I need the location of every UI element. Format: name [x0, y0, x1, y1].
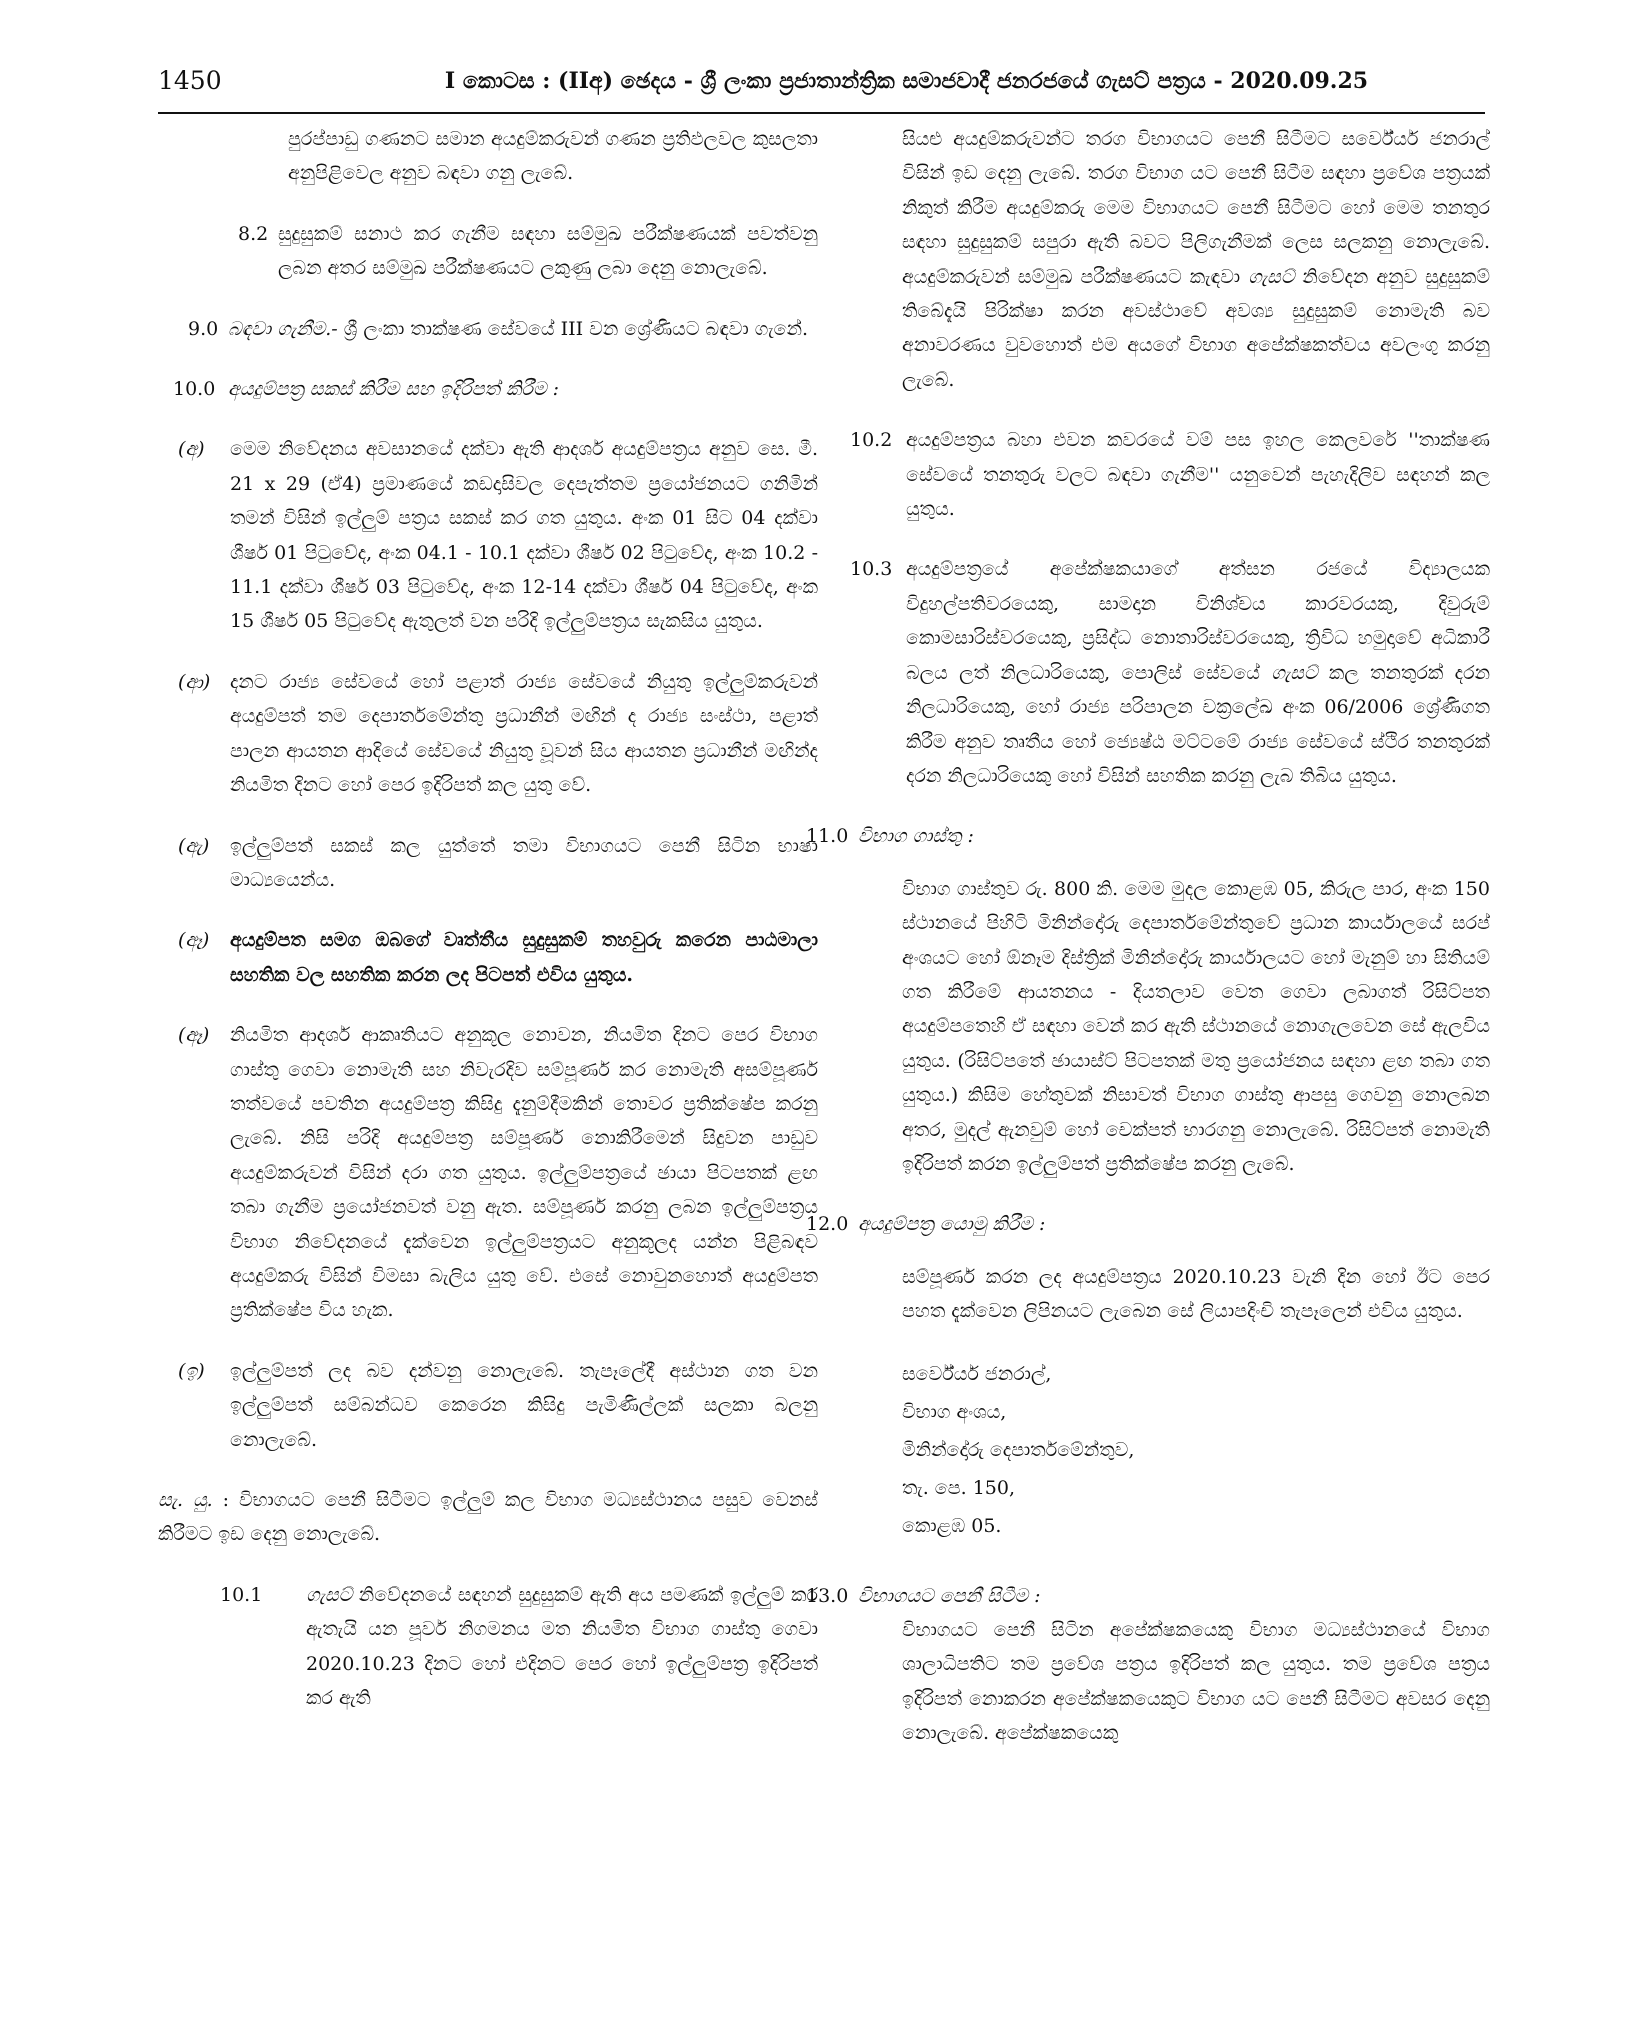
section-heading: විභාග ගාස්තු : [858, 825, 974, 848]
subsection-text: ඉල්ලුම්පත් සකස් කල යුත්තේ තමා විභාගයට පෙනී සිටින භාෂා මාධ්‍යයෙන්ය. [230, 834, 818, 891]
section-number: 10.1 [220, 1583, 263, 1606]
section-11-0 [806, 819, 1490, 1181]
section-number: 10.0 [173, 378, 216, 401]
gazette-word: ගැසට් [1271, 661, 1318, 684]
subsection-text: ඉල්ලුම්පත් ලද බව දන්වනු නොලැබේ. තැපෑලේදී අස්ථාන ගත වන ඉල්ලුම්පත් සම්බන්ධව කෙරෙන කිසිදු පැමිණිල්ලක් සලකා බලනු නොලැබේ. [230, 1359, 818, 1451]
section-text: සුදුසුකම් සනාථ කර ගැනීම සඳහා සම්මුඛ පරීක්ෂණයක් පවත්වනු ලබන අතර සම්මුඛ පරීක්ෂණයට ලකුණු ලබා දෙනු නොලැබේ. [278, 222, 818, 280]
section-text: නිවේදනයේ සඳහන් සුදුසුකම් ඇති අය පමණක් ඉල්ලුම් කර ඇතැයි යන පූර්ව නිගමනය මත නියමිත විභාග ගාස්තු ගෙවා 2020.10.23 දිනට හෝ එදිනට පෙර හෝ ඉල්ලුම්පත්‍ර ඉදිරිපත් කර ඇති [306, 1583, 818, 1710]
section-heading: අයදුම්පත්‍ර යොමු කිරීම : [858, 1213, 1046, 1236]
continued-paragraph: පුරප්පාඩු ගණනට සමාන අයදුම්කරුවන් ගණන ප්‍රතිඵලවල කුසලතා අනුපිළිවෙල අනුව බඳවා ගනු ලැබේ. [288, 128, 818, 185]
section-text: ශ්‍රී ලංකා තාක්ෂණ සේවයේ III වන ශ්‍රේණියට බඳවා ගැනේ. [337, 317, 809, 340]
address-line: විභාග අංශය, [902, 1400, 1007, 1423]
section-heading: විභාගයට පෙනී සිටීම : [858, 1584, 1041, 1607]
section-text: සම්පූර්ණ කරන ලද අයදුම්පත්‍රය 2020.10.23 වැනි දින හෝ ඊට පෙර පහත දැක්වෙන ලිපිනයට ලැබෙන සේ ලියාපදිංචි තැපෑලෙන් එවිය යුතුය. [902, 1265, 1490, 1323]
section-12-0 [806, 1207, 1490, 1328]
header-rule [158, 112, 1485, 114]
section-10-3: 10.3 අයදුම්පත්‍රයේ අපේක්ෂකයාගේ අත්සන රජයේ විද්‍යාලයක විදුහල්පතිවරයෙකු, සාමදාන විනිශ්චය කාරවරයකු, දිවුරුම් කොමසාරිස්වරයෙකු, ප්‍රසිද්ධ නොතාරිස්වරයෙකු, ත්‍රිවිධ හමුදාවේ අධිකාරී බලය ලත් නිලධාරියෙකු, පොලිස් සේවයේ ගැසට් කල තනතුරක් දරන නිලධාරියෙකු, හෝ රාජ්‍ය පරිපාලන චක්‍රලේඛ අංක 06/2006 ශ්‍රේණිගත කිරීම අනුව තෘතීය හෝ ජ්‍යෙෂ්ඨ මට්ටමේ රාජ්‍ය සේවයේ ස්ථිර තනතුරක් දරන නිලධාරියෙකු හෝ විසින් සහතික කරනු ලැබ තිබිය යුතුය. [850, 552, 1490, 793]
postal-address [850, 1355, 1490, 1545]
section-number: 8.2 [238, 222, 269, 245]
subsection-aa [158, 665, 818, 803]
section-text: අයදුම්පත්‍රය බහා එවන කවරයේ වම් පස ඉහල කෙලවරේ ''තාක්ෂණ සේවයේ තනතුරු වලට බඳවා ගැනීම'' යනුවෙන් පැහැදිලිව සඳහන් කල යුතුය. [906, 429, 1490, 521]
subsection-label: (ඈ) [178, 1024, 210, 1047]
subsection-label: (ඇ) [178, 834, 210, 857]
gazette-word: ගැසට් [306, 1583, 353, 1606]
section-9-0 [158, 312, 818, 346]
continued-paragraph: සියළු අයදුම්කරුවන්ට තරග විභාගයට පෙනී සිටීමට සර්වේයර් ජනරාල් විසින් ඉඩ දෙනු ලැබේ. තරග විභාග යට පෙනී සිටීම සඳහා ප්‍රවේශ පත්‍රයක් නිකුත් කිරීම අයදුම්කරු මෙම විභාගයට පෙනී සිටීමට හෝ මෙම තනතුර සඳහා සුදුසුකම් සපුරා ඇති බවට පිලිගැනීමක් ලෙස සලකනු නොලැබේ. අයදුම්කරුවන් සම්මුඛ පරීක්ෂණයට කැඳවා ගැසට් නිවේදන අනුව සුදුසුකම් තිබේදැයි පිරික්ෂා කරන අවස්ථාවේ අවශ්‍ය සුදුසුකම් නොමැති බව අනාවරණය වුවහොත් එම අයගේ විභාග අපේක්ෂකත්වය අවලංගු කරනු ලැබේ. [902, 128, 1491, 391]
subsection-i [158, 1354, 818, 1457]
section-10-1 [158, 1578, 818, 1716]
note-label: සැ. යු. [158, 1489, 213, 1511]
section-number: 13.0 [806, 1584, 849, 1607]
subsection-a [158, 432, 818, 638]
subsection-aee-2 [158, 1018, 818, 1328]
section-text: විභාගයට පෙනී සිටින අපේක්ෂකයෙකු විභාග මධ්‍යස්ථානයේ විභාග ශාලාධිපතිට තම ප්‍රවේශ පත්‍රය ඉදිරිපත් කල යුතුය. තම ප්‍රවේශ පත්‍රය ඉදිරිපත් නොකරන අපේක්ෂකයෙකුට විභාග යට පෙනී සිටීමට අවසර දෙනු නොලැබේ. අපේක්ෂකයෙකු [902, 1619, 1490, 1745]
subsection-text: දනට රාජ්‍ය සේවයේ හෝ පළාත් රාජ්‍ය සේවයේ නියුතු ඉල්ලුම්කරුවන් අයදුම්පත් තම දෙපාර්තමේන්තු ප්‍රධානීන් මඟින් ද රාජ්‍ය සංස්ථා, පළාත් පාලන ආයතන ආදියේ සේවයේ නියුතු වූවන් සිය ආයතන ප්‍රධානීන් මඟින්ද නියමිත දිනට හෝ පෙර ඉදිරිපත් කල යුතු වේ. [230, 670, 818, 797]
section-10-2 [850, 423, 1490, 526]
section-10-0 [158, 372, 818, 406]
subsection-label: (ඈ) [178, 929, 210, 952]
section-13-0 [806, 1579, 1490, 1751]
section-heading: බඳවා ගැනීම.- [228, 317, 338, 340]
note-text: : විභාගයට පෙනී සිටීමට ඉල්ලුම් කල විභාග මධ්‍යස්ථානය පසුව වෙනස් කිරීමට ඉඩ දෙනු නොලැබේ. [158, 1489, 818, 1546]
subsection-label: (අ) [178, 438, 205, 461]
subsection-label: (ආ) [178, 670, 211, 693]
section-number: 10.3 [850, 558, 893, 581]
section-heading: අයදුම්පත්‍ර සකස් කිරීම සහ ඉදිරිපත් කිරීම : [228, 378, 559, 401]
address-line: මිනින්දෝරු දෙපාර්තමේන්තුව, [902, 1438, 1135, 1461]
subsection-label: (ඉ) [178, 1359, 205, 1382]
page-number: 1450 [158, 66, 222, 95]
section-number: 9.0 [188, 317, 219, 340]
section-8-2 [158, 217, 818, 286]
section-number: 10.2 [850, 429, 893, 452]
section-number: 12.0 [806, 1213, 849, 1236]
subsection-text: නියමිත ආදර්ශ ආකෘතියට අනුකූල නොවන, නියමිත දිනට පෙර විභාග ගාස්තු ගෙවා නොමැති සහ නිවැරදිව සම්පූර්ණ කර නොමැති අසම්පූර්ණ තත්වයේ පවතින අයදුම්පත්‍ර කිසිදු දැනුම්දීමකින් තොවර ප්‍රතික්ෂේප කරනු ලැබේ. නිසි පරිදි අයදුම්පත්‍ර සම්පූර්ණ නොකිරීමෙන් සිදුවන පාඩුව අයදුම්කරුවන් විසින් දරා ගත යුතුය. ඉල්ලුම්පත්‍රයේ ඡායා පිටපතක් ළඟ තබා ගැනීම ප්‍රයෝජනවත් වනු ඇත. සම්පූර්ණ කරනු ලබන ඉල්ලුම්පත්‍රය විභාග නිවේදනයේ දැක්වෙන ඉල්ලුම්පත්‍රයට අනුකූලද යන්න පිළිබඳව අයදුම්කරු විසින් විමසා බැලිය යුතු වේ. එසේ නොවුනහොත් අයදුම්පත ප්‍රතික්ෂේප විය හැක. [230, 1024, 818, 1322]
subsection-ae [158, 829, 818, 898]
section-text: විභාග ගාස්තුව රු. 800 කි. මෙම මුදල කොළඹ 05, කිරුල පාර, අංක 150 ස්ථානයේ පිහිටි මිනින්දෝරු දෙපාර්තමේන්තුවේ ප්‍රධාන කාර්යාලයේ සරප් අංශයට හෝ ඕනෑම දිස්ත්‍රික් මිනින්දෝරු කාර්යාලයට හෝ මැනුම් හා සිතියම් ගත කිරීමේ ආයතනය - දියතලාව වෙත ගෙවා ලබාගත් රිසිට්පත අයදුම්පතෙහි ඒ සඳහා වෙන් කර ඇති ස්ථානයේ නොගැලවෙන සේ ඇලවිය යුතුය. (රිසිට්පතේ ඡායාස්ට් පිටපතක් මතු ප්‍රයෝජනය සඳහා ළඟ තබා ගත යුතුය.) කිසිම හේතුවක් නිසාවත් විභාග ගාස්තු ආපසු ගෙවනු නොලබන අතර, මුදල් ඇනවුම් හෝ චෙක්පත් භාරගනු නොලැබේ. රිසිට්පත් නොමැති ඉදිරිපත් කරන ඉල්ලුම්පත් ප්‍රතික්ෂේප කරනු ලැබේ. [902, 877, 1490, 1175]
left-column [158, 122, 818, 2012]
subsection-text: අයදුම්පත සමග ඔබගේ වෘත්තීය සුදුසුකම් තහවුරු කරෙන පාඨමාලා සහතික වල සහතික කරන ලද පිටපත් එවිය යුතුය. [230, 929, 818, 986]
address-line: කොළඹ 05. [902, 1514, 1002, 1537]
gazette-word: ගැසට් [1248, 265, 1295, 288]
header-title: I කොටස : (IIඅ) ඡෙදය - ශ්‍රී ලංකා ප්‍රජාතාන්ත්‍රික සමාජවාදී ජනරජයේ ගැසට් පත්‍රය - 2020.09.25 [444, 68, 1369, 94]
address-line: සර්වේයර් ජනරාල්, [902, 1362, 1052, 1385]
right-column [806, 122, 1491, 2012]
subsection-aee [158, 923, 818, 992]
section-number: 11.0 [806, 825, 849, 848]
page-header [158, 58, 1485, 108]
note [158, 1483, 818, 1552]
subsection-text: මෙම නිවේදනය අවසානයේ දක්වා ඇති ආදර්ශ අයදුම්පත්‍රය අනුව සෙ. මී. 21 x 29 (ඒ4) ප්‍රමාණයේ කඩදාසිවල දෙපැත්තම ප්‍රයෝජනයට ගනිමින් තමන් විසින් ඉල්ලුම් පත්‍රය සකස් කර ගත යුතුය. අංක 01 සිට 04 දක්වා ශීර්ෂ 01 පිටුවේද, අංක 04.1 - 10.1 දක්වා ශීර්ෂ 02 පිටුවේද, අංක 10.2 - 11.1 දක්වා ශීර්ෂ 03 පිටුවේද, අංක 12-14 දක්වා ශීර්ෂ 04 පිටුවේද, අංක 15 ශීර්ෂ 05 පිටුවේද ඇතුලත් වන පරිදි ඉල්ලුම්පත්‍රය සැකසිය යුතුය. [230, 438, 818, 633]
address-line: තැ. පෙ. 150, [902, 1476, 1015, 1499]
